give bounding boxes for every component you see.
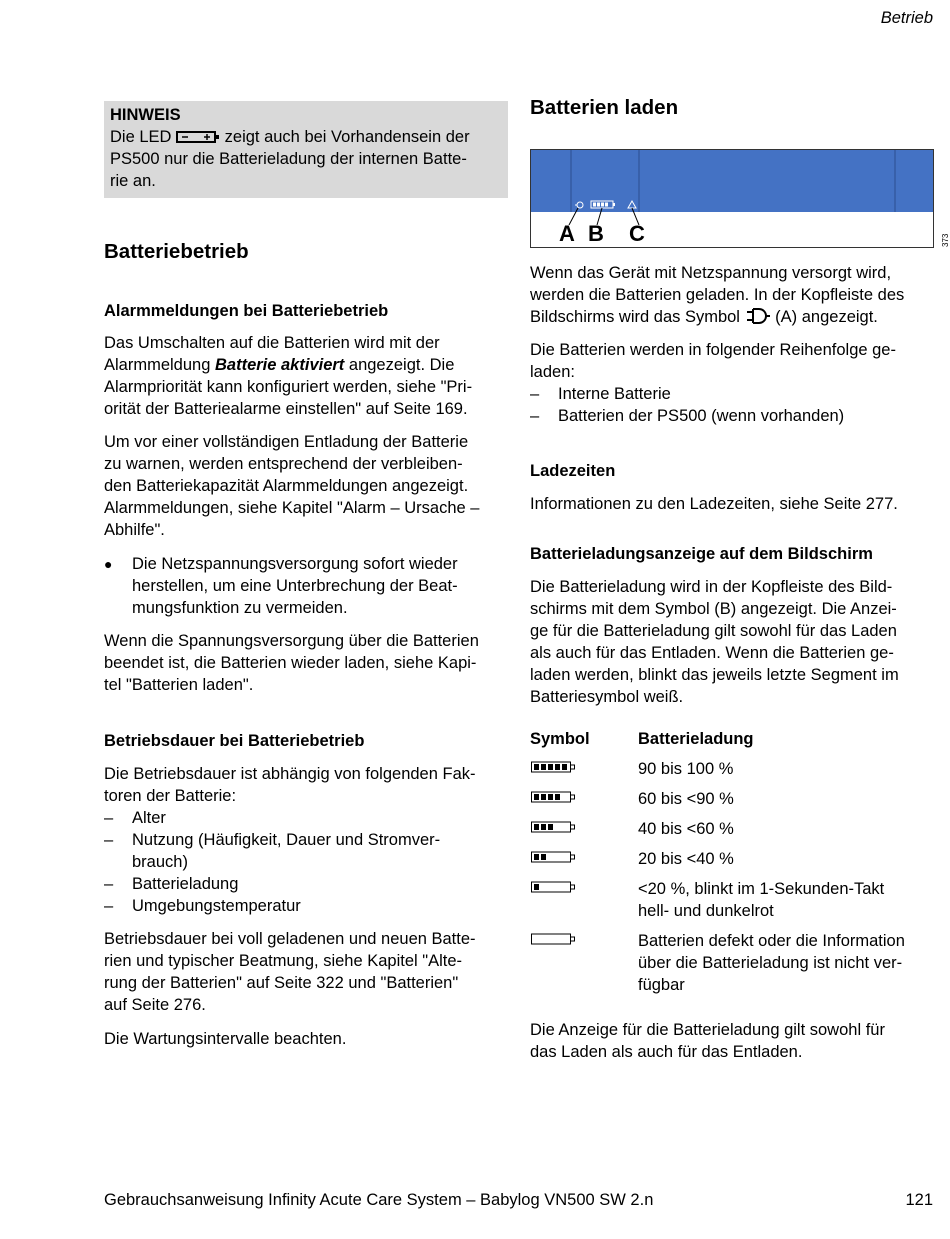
text-line: (A) angezeigt. [775,308,878,326]
battery-led-icon [176,130,220,144]
running-header: Betrieb [880,9,933,27]
battery-level-text [638,930,905,996]
text-line: Batterieladung [132,875,239,893]
text-line: angezeigt. Die [348,356,455,374]
text-line: Batterien der PS500 (wenn vorhanden) [558,407,845,425]
text-line: Die Batterieladung wird in der Kopfleiste des Bild- [530,578,893,596]
list-item: – Nutzung (Häufigkeit, Dauer und Stromver- brauch) [104,831,441,871]
text-line: Wenn das Gerät mit Netzspannung versorgt wird, [530,264,892,282]
text-line: Die Netzspannungsversorgung sofort wieder [132,555,458,573]
battery-symbol-cell [530,930,638,996]
list-item: – Batterieladung [104,875,239,893]
note-text-1: Die LED [110,128,172,146]
battery-level-text [638,818,734,840]
text-line: zu warnen, werden entsprechend der verbleiben- [104,455,463,473]
text-line: auf Seite 276. [104,996,206,1014]
paragraph-maintenance: Die Wartungsintervalle beachten. [104,1030,347,1048]
factor-list [104,807,508,917]
text-line: als auch für das Entladen. Wenn die Batterien ge- [530,644,894,662]
text-line: Betriebsdauer bei voll geladenen und neuen Batte- [104,930,476,948]
text-line: fügbar [638,976,685,994]
battery-symbol-cell [530,818,638,840]
battery-level-icon [530,932,576,946]
text-line: Das Umschalten auf die Batterien wird mit der [104,334,440,352]
text-line: hell- und dunkelrot [638,902,774,920]
paragraph-ladungsanzeige [530,576,934,708]
table-row [530,818,934,840]
text-line: über die Batterieladung ist nicht ver- [638,954,903,972]
column-header-symbol: Symbol [530,730,590,748]
battery-symbol-cell [530,848,638,870]
footer-document-title: Gebrauchsanweisung Infinity Acute Care System – Babylog VN500 SW 2.n [104,1191,654,1209]
battery-level-icon [530,820,576,834]
battery-level-text [638,848,734,870]
table-row [530,878,934,922]
table-row [530,758,934,780]
paragraph-ladezeiten: Informationen zu den Ladezeiten, siehe Seite 277. [530,495,898,513]
paragraph-factors [104,763,508,807]
text-line: brauch) [132,853,188,871]
text-line: Batteriesymbol weiß. [530,688,684,706]
note-text-2: zeigt auch bei Vorhandensein der [224,128,470,146]
bullet-dot-icon: ● [104,556,113,572]
text-line: das Laden als auch für das Entladen. [530,1043,803,1061]
text-line: rien und typischer Beatmung, siehe Kapitel "Alte- [104,952,463,970]
text-line: Umgebungstemperatur [132,897,301,915]
text-line: Bildschirms wird das Symbol [530,308,740,326]
list-item: – Alter [104,809,166,827]
bullet-item [104,553,508,619]
note-text [110,126,502,192]
text-line: Batterien defekt oder die Information [638,932,905,950]
text-line: Die Anzeige für die Batterieladung gilt sowohl für [530,1021,885,1039]
text-line: ge für die Batterieladung gilt sowohl für das Laden [530,622,897,640]
note-title: HINWEIS [110,106,181,124]
paragraph-switch [104,332,508,420]
text-line: Alarmmeldungen, siehe Kapitel "Alarm – Ursache – [104,499,480,517]
screen-header-figure [530,149,934,248]
alarm-message-name: Batterie aktiviert [214,356,345,374]
note-text-3: PS500 nur die Batterieladung der internen Batte- [110,150,467,168]
paragraph-summary [530,1019,934,1063]
table-row [530,930,934,996]
screen-header-illustration [531,150,933,247]
paragraph-recharge [104,630,508,696]
heading-batteriebetrieb: Batteriebetrieb [104,240,249,263]
battery-symbol-cell [530,788,638,810]
text-line: laden werden, blinkt das jeweils letzte Segment im [530,666,899,684]
battery-symbol-cell [530,758,638,780]
text-line: Die Batterien werden in folgender Reihenfolge ge- [530,341,896,359]
text-line: 60 bis <90 % [638,790,734,808]
list-item: – Interne Batterie [530,385,671,403]
column-header-level: Batterieladung [638,730,754,748]
heading-ladezeiten: Ladezeiten [530,462,616,480]
text-line: Wenn die Spannungsversorgung über die Batterien [104,632,479,650]
charge-order-list [530,383,934,427]
callout-label-a: A [559,221,575,246]
figure-number: 373 [941,233,950,247]
text-line: herstellen, um eine Unterbrechung der Beat- [132,577,458,595]
mains-plug-icon [745,308,771,324]
paragraph-order [530,339,934,383]
text-line: schirms mit dem Symbol (B) angezeigt. Die Anzei- [530,600,897,618]
table-row [530,848,934,870]
text-line: 90 bis 100 % [638,760,734,778]
note-text-4: rie an. [110,172,156,190]
text-line: Alter [132,809,166,827]
text-line: Interne Batterie [558,385,671,403]
text-line: Die Betriebsdauer ist abhängig von folgenden Fak- [104,765,476,783]
text-line: werden die Batterien geladen. In der Kopfleiste des [530,286,905,304]
text-line: toren der Batterie: [104,787,237,805]
paragraph-duration [104,928,508,1016]
text-line: Alarmmeldung [104,356,211,374]
heading-ladungsanzeige: Batterieladungsanzeige auf dem Bildschirm [530,545,873,563]
text-line: Um vor einer vollständigen Entladung der Batterie [104,433,469,451]
text-line: Abhilfe". [104,521,165,539]
battery-symbol-cell [530,878,638,922]
battery-level-icon [530,850,576,864]
battery-level-text [638,758,733,780]
text-line: orität der Batteriealarme einstellen" auf Seite 169. [104,400,468,418]
battery-level-icon [530,790,576,804]
heading-batterien-laden: Batterien laden [530,96,679,119]
heading-alarm: Alarmmeldungen bei Batteriebetrieb [104,302,389,320]
table-row [530,788,934,810]
text-line: Alarmpriorität kann konfiguriert werden, siehe "Pri- [104,378,473,396]
paragraph-charging [530,262,934,328]
heading-betriebsdauer: Betriebsdauer bei Batteriebetrieb [104,732,365,750]
text-line: mungsfunktion zu vermeiden. [132,599,348,617]
text-line: rung der Batterien" auf Seite 322 und "Batterien" [104,974,459,992]
page-number: 121 [905,1191,933,1209]
table-header [530,728,934,750]
battery-level-text [638,878,884,922]
text-line: beendet ist, die Batterien wieder laden, siehe Kapi- [104,654,477,672]
table-body [530,758,934,996]
battery-level-icon [530,760,576,774]
battery-level-table [530,728,934,1004]
list-item: – Umgebungstemperatur [104,897,301,915]
text-line: den Batteriekapazität Alarmmeldungen angezeigt. [104,477,469,495]
note-box [104,101,508,198]
callout-label-c: C [629,221,645,246]
callout-label-b: B [588,221,604,246]
list-item: – Batterien der PS500 (wenn vorhanden) [530,407,845,425]
battery-level-text [638,788,734,810]
text-line: 40 bis <60 % [638,820,734,838]
text-line: <20 %, blinkt im 1-Sekunden-Takt [638,880,885,898]
text-line: Nutzung (Häufigkeit, Dauer und Stromver- [132,831,441,849]
paragraph-warning [104,431,508,541]
text-line: 20 bis <40 % [638,850,734,868]
text-line: laden: [530,363,575,381]
battery-level-icon [530,880,576,894]
text-line: tel "Batterien laden". [104,676,254,694]
